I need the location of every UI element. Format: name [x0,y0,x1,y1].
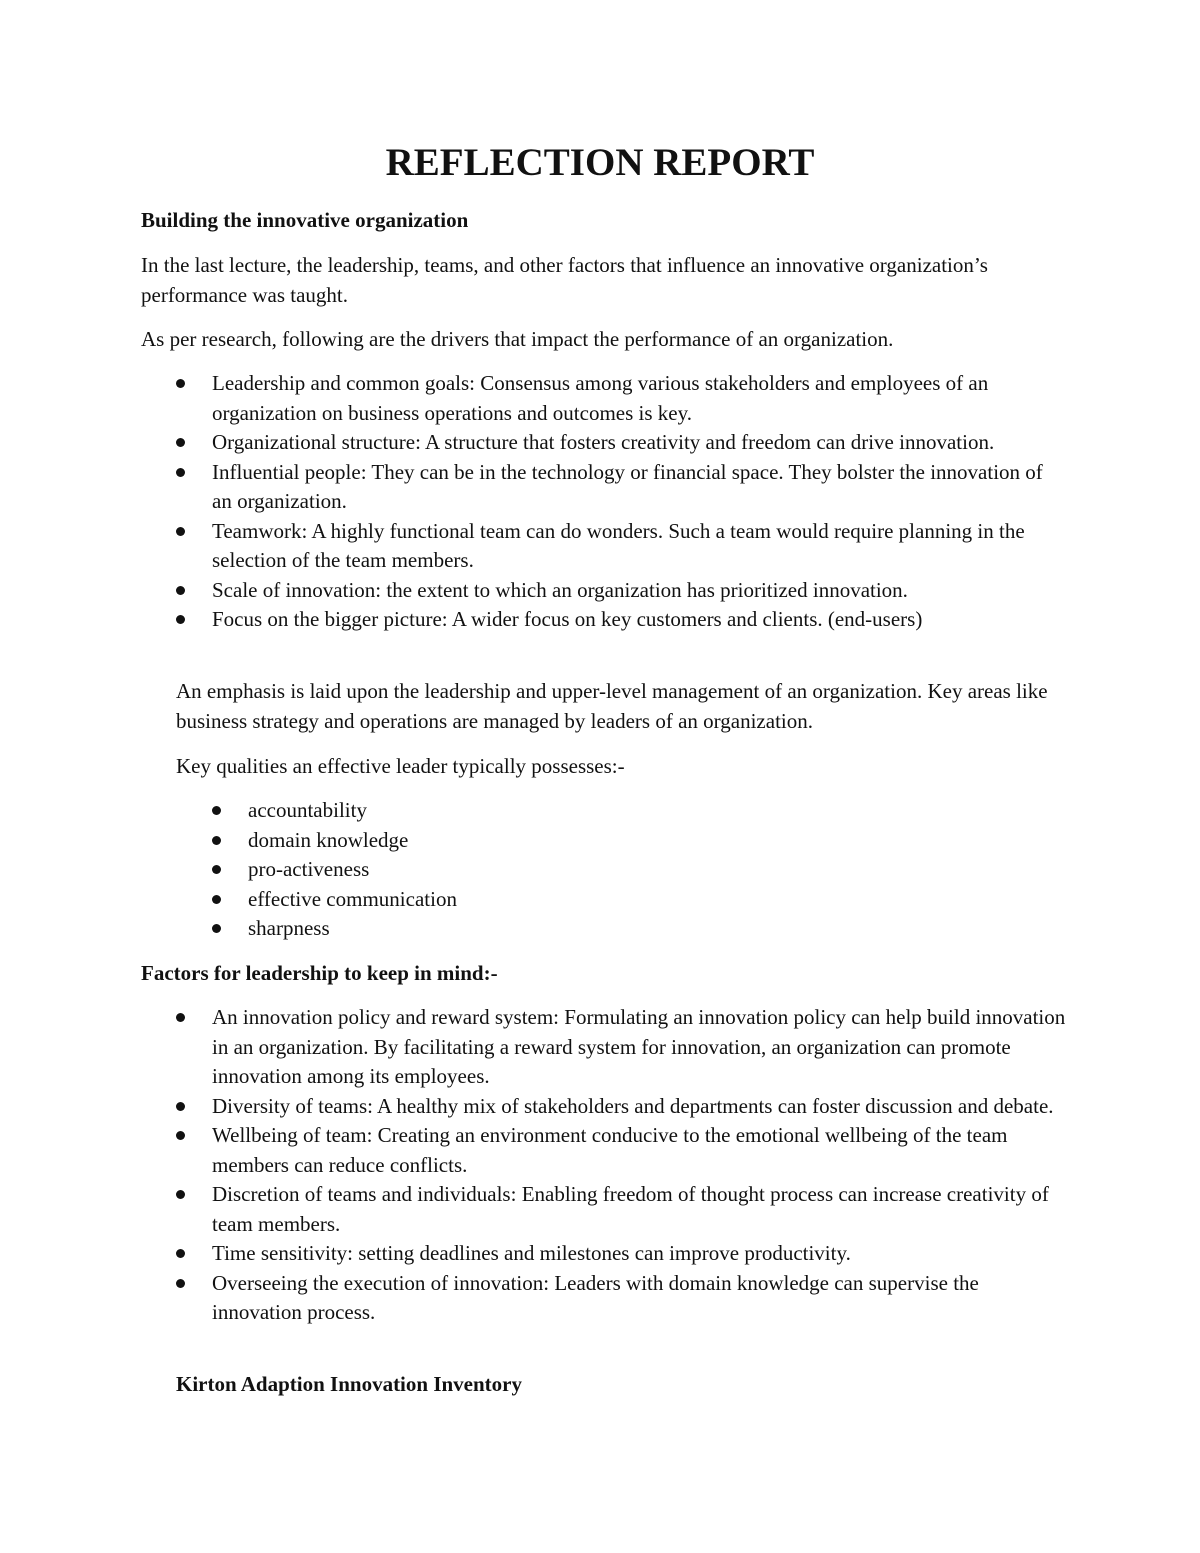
bullet-icon [176,615,185,624]
list-item-text: Teamwork: A highly functional team can do wonders. Such a team would require planning in the selection of the team members. [212,518,1025,572]
list-item [176,1269,1066,1328]
list-item-text: Scale of innovation: the extent to which an organization has prioritized innovation. [212,577,908,602]
list-item [176,428,1066,458]
bullet-icon [212,806,221,815]
bullet-icon [212,895,221,904]
list-item-text: effective communication [248,886,457,911]
factors-list [176,1003,1066,1328]
qualities-intro-paragraph: Key qualities an effective leader typically possesses:- [176,754,625,778]
bullet-icon [176,1131,185,1140]
section-heading-leadership-factors: Factors for leadership to keep in mind:- [141,961,498,985]
list-item [176,1003,1066,1092]
bullet-icon [176,468,185,477]
emphasis-paragraph: An emphasis is laid upon the leadership and upper-level management of an organization. Key areas like business strategy and operations are managed by leaders of an organization. [176,679,1048,733]
bullet-icon [176,1279,185,1288]
list-item-text: An innovation policy and reward system: Formulating an innovation policy can help build innovation in an organization. By facilitating a reward system for innovation, an organization can promote innovation among its employees. [212,1005,1066,1088]
bullet-icon [176,1190,185,1199]
list-item-text: Discretion of teams and individuals: Enabling freedom of thought process can increase creativity of team members. [212,1182,1049,1236]
bullet-icon [176,527,185,536]
section-heading-kirton: Kirton Adaption Innovation Inventory [176,1372,522,1396]
bullet-icon [176,1249,185,1258]
drivers-intro-paragraph: As per research, following are the drivers that impact the performance of an organization. [141,327,894,351]
list-item-text: Leadership and common goals: Consensus among various stakeholders and employees of an organization on business operations and outcomes is key. [212,371,989,425]
drivers-list [176,369,1066,635]
list-item-text: sharpness [248,916,330,940]
list-item-text: Organizational structure: A structure that fosters creativity and freedom can drive innovation. [212,430,995,454]
list-item [176,605,1066,635]
bullet-icon [212,865,221,874]
list-item-text: Wellbeing of team: Creating an environment conducive to the emotional wellbeing of the team members can reduce conflicts. [212,1123,1008,1177]
list-item [176,517,1066,576]
bullet-icon [212,924,221,933]
list-item-text: Diversity of teams: A healthy mix of stakeholders and departments can foster discussion and debate. [212,1093,1054,1118]
list-item-text: Time sensitivity: setting deadlines and milestones can improve productivity. [212,1241,851,1265]
list-item [176,1239,1066,1269]
list-item [212,914,812,944]
list-item [212,796,812,826]
bullet-icon [176,1013,185,1022]
list-item-text: domain knowledge [248,827,409,852]
list-item [176,458,1066,517]
list-item [212,855,812,885]
bullet-icon [176,586,185,595]
list-item [212,885,812,915]
list-item-text: pro-activeness [248,857,370,881]
list-item-text: Focus on the bigger picture: A wider focus on key customers and clients. (end-users) [212,607,923,631]
list-item [176,369,1066,428]
list-item [176,1180,1066,1239]
intro-paragraph: In the last lecture, the leadership, teams, and other factors that influence an innovative organization’s performance was taught. [141,253,988,307]
list-item-text: accountability [248,798,367,822]
page-title: REFLECTION REPORT [385,141,815,184]
qualities-list [212,796,812,944]
bullet-icon [212,836,221,845]
list-item [212,826,812,856]
bullet-icon [176,1102,185,1111]
list-item-text: Overseeing the execution of innovation: Leaders with domain knowledge can supervise the innovation process. [212,1270,979,1324]
list-item [176,576,1066,606]
list-item [176,1121,1066,1180]
bullet-icon [176,379,185,388]
bullet-icon [176,438,185,447]
list-item [176,1092,1066,1122]
list-item-text: Influential people: They can be in the technology or financial space. They bolster the innovation of an organization. [212,459,1043,513]
section-heading-innovative-organization: Building the innovative organization [141,208,469,232]
